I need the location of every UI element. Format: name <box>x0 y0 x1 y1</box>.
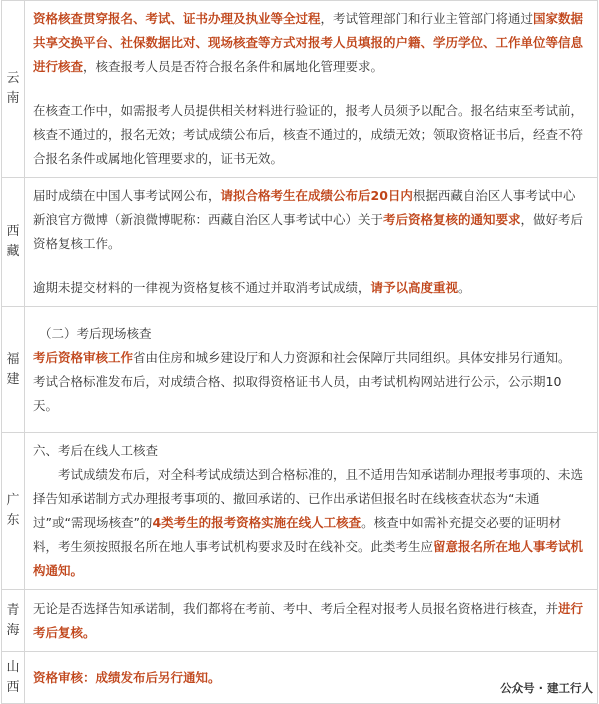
text: ，做好考后资格复核工作。 <box>33 212 584 251</box>
paragraph <box>33 597 585 645</box>
watermark-footer: 公众号 · 建工行人 <box>500 681 593 695</box>
highlight-text: 请予以高度重视 <box>370 280 459 295</box>
highlight-text: 考后资格复核的通知要求 <box>383 212 521 227</box>
content-cell <box>25 1 598 178</box>
table-row <box>2 590 598 652</box>
text: ，核查报考人员是否符合报名条件和属地化管理要求。 <box>83 59 384 74</box>
paragraph <box>33 463 585 583</box>
province-cell <box>2 307 25 433</box>
province-char: 福 <box>6 351 20 367</box>
province-char: 西 <box>6 679 20 695</box>
table-row <box>2 1 598 178</box>
highlight-text: 请拟合格考生在成绩公布后20日内 <box>220 188 413 203</box>
table-row <box>2 307 598 433</box>
province-cell <box>2 1 25 178</box>
section-heading: 六、考后在线人工核查 <box>33 443 159 458</box>
text: 。核查中如需补充提交必要的证明材料，考生须按照报名所在地人事考试机构要求及时在线补交。此类考生应 <box>33 515 562 554</box>
province-char: 藏 <box>6 244 20 259</box>
text: 逾期未提交材料的一律视为资格复核不通过并取消考试成绩， <box>33 280 371 295</box>
highlight-text: 留意报名所在地人事考试机构通知。 <box>33 539 584 578</box>
province-char: 云 <box>6 71 20 86</box>
highlight-text: 资格审核：成绩发布后另行通知。 <box>33 669 221 685</box>
table-row <box>2 433 598 590</box>
section-heading: （二）考后现场核查 <box>39 325 152 341</box>
paragraph: 在核查工作中，如需报考人员提供相关材料进行验证的，报考人员须予以配合。报名结束至考试前，核查不通过的，报名无效；考试成绩公布后，核查不通过的，成绩无效；领取资格证书后，经查不符合报名条件或属地化管理要求的，证书无效。 <box>33 103 584 166</box>
content-cell <box>25 307 598 433</box>
province-cell <box>2 652 25 704</box>
province-cell <box>2 433 25 590</box>
text: 届时成绩在中国人事考试网公布， <box>33 188 221 203</box>
text: 无论是否选择告知承诺制，我们都将在考前、考中、考后全程对报考人员报名资格进行核查，并 <box>33 600 559 616</box>
province-char: 南 <box>6 91 20 106</box>
text: ，考试管理部门和行业主管部门将通过 <box>320 11 534 26</box>
paragraph <box>33 7 585 79</box>
province-char: 青 <box>6 602 20 618</box>
province-cell <box>2 590 25 652</box>
content-cell <box>25 178 598 307</box>
content-cell <box>25 590 598 652</box>
highlight-text: 4类考生的报考资格实施在线人工核查 <box>152 515 362 530</box>
text: 根据西藏自治区人事考试中心新浪官方微博（新浪微博昵称：西藏自治区人事考试中心）关于 <box>33 188 576 227</box>
paragraph: 考试合格标准发布后，对成绩合格、拟取得资格证书人员，由考试机构网站进行公示，公示期10天。 <box>33 373 562 413</box>
exam-info-table <box>1 0 598 704</box>
content-cell <box>25 433 598 590</box>
text: 省由住房和城乡建设厅和人力资源和社会保障厅共同组织。具体安排另行通知。 <box>133 349 571 365</box>
paragraph <box>33 346 585 370</box>
highlight-text: 资格核查贯穿报名、考试、证书办理及执业等全过程 <box>33 11 321 26</box>
paragraph <box>33 184 585 256</box>
text: 考试成绩发布后，对全科考试成绩达到合格标准的，且不适用告知承诺制办理报考事项的、未选择告知承诺制方式办理报考事项的、撤回承诺的、已作出承诺但报名时在线核查状态为“未通过”或“需现场核查”的 <box>33 467 584 530</box>
highlight-text: 进行考后复核。 <box>33 600 584 640</box>
province-cell <box>2 178 25 307</box>
paragraph <box>33 276 585 300</box>
province-char: 西 <box>6 224 20 239</box>
text: 。 <box>458 280 471 295</box>
province-char: 海 <box>6 622 20 638</box>
province-char: 山 <box>6 659 20 675</box>
province-char: 东 <box>6 513 20 528</box>
highlight-text: 考后资格审核工作 <box>33 349 134 365</box>
province-char: 建 <box>6 371 20 387</box>
province-char: 广 <box>6 493 20 508</box>
table-row <box>2 178 598 307</box>
highlight-text: 国家数据共享交换平台、社保数据比对、现场核查等方式对报考人员填报的户籍、学历学位、工作单位等信息进行核查 <box>33 11 584 74</box>
